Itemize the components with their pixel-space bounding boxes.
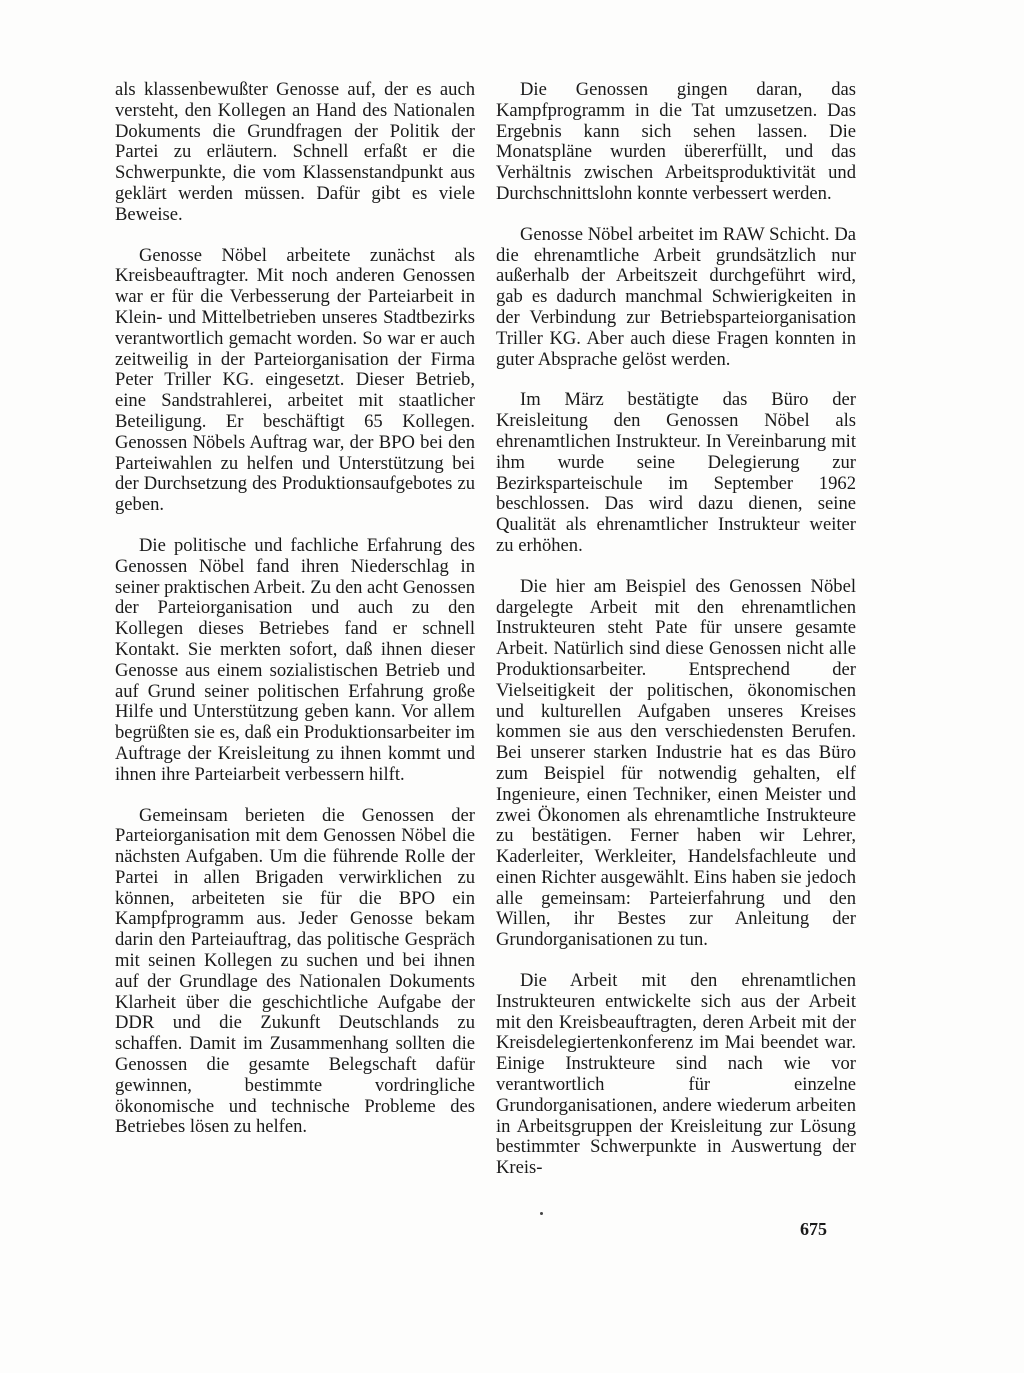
paragraph: Die politische und fachliche Erfahrung des Genossen Nöbel fand ihren Niederschlag in seiner praktischen Arbeit. Zu den acht Genossen der Parteiorganisation und auch zu den Kollegen dieses Betriebes fand er schnell Kontakt. Sie merkten sofort, daß ihnen dieser Genosse aus einem sozialistischen Betrieb und auf Grund seiner politischen Erfahrung große Hilfe und Unterstützung geben kann. Vor allem begrüßten sie es, daß ein Produktionsarbeiter im Auftrage der Kreisleitung zu ihnen kommt und ihnen ihre Parteiarbeit verbessern hilft. bbox=[115, 534, 475, 785]
paragraph: Die Arbeit mit den ehrenamtlichen Instrukteuren entwickelte sich aus der Arbeit mit den Kreisbeauftragten, deren Arbeit mit der Kreisdelegiertenkonferenz im Mai beendet war. Einige Instrukteure sind nach wie vor verantwortlich für einzelne Grundorganisationen, andere wiederum arbeiten in Arbeitsgruppen der Kreisleitung zur Lösung bestimmter Schwerpunkte in Auswertung der Kreis- bbox=[496, 970, 856, 1179]
paragraph: Genosse Nöbel arbeitet im RAW Schicht. Da die ehrenamtliche Arbeit grundsätzlich nur außerhalb der Arbeitszeit durchgeführt wird, gab es dadurch manchmal Schwierigkeiten in der Verbindung zur Betriebsparteiorganisation Triller KG. Aber auch diese Fragen konnten in guter Absprache gelöst werden. bbox=[496, 223, 856, 370]
right-column bbox=[496, 80, 856, 1199]
paragraph: Genosse Nöbel arbeitete zunächst als Kreisbeauftragter. Mit noch anderen Genossen war er für die Verbesserung der Parteiarbeit in Klein- und Mittelbetrieben unseres Stadtbezirks verantwortlich gemacht worden. So war er auch zeitweilig in der Parteiorganisation der Firma Peter Triller KG. eingesetzt. Dieser Betrieb, eine Sandstrahlerei, arbeitet mit staatlicher Beteiligung. Er beschäftigt 65 Kollegen. Genossen Nöbels Auftrag war, der BPO bei den Parteiwahlen zu helfen und Unterstützung bei der Durchsetzung des Produktionsaufgebotes zu geben. bbox=[115, 244, 475, 516]
paragraph: Die Genossen gingen daran, das Kampfprogramm in die Tat umzusetzen. Das Ergebnis kann sich sehen lassen. Die Monatspläne wurden übererfüllt, und das Verhältnis zwischen Arbeitsproduktivität und Durchschnittslohn konnte verbessert werden. bbox=[496, 79, 856, 204]
print-speck bbox=[540, 1212, 543, 1215]
paragraph: Gemeinsam berieten die Genossen der Parteiorganisation mit dem Genossen Nöbel die nächsten Aufgaben. Um die führende Rolle der Partei in allen Brigaden verwirklichen zu können, arbeiteten sie für die BPO ein Kampfprogramm aus. Jeder Genosse bekam darin den Parteiauftrag, das politische Gespräch mit seinen Kollegen zu suchen und bei ihnen auf der Grundlage des Nationalen Dokuments Klarheit über die geschichtliche Aufgabe der DDR und die Zukunft Deutschlands zu schaffen. Damit im Zusammenhang sollten die Genossen die gesamte Belegschaft dafür gewinnen, bestimmte vordringliche ökonomische und technische Probleme des Betriebes lösen zu helfen. bbox=[115, 804, 475, 1138]
paragraph: Die hier am Beispiel des Genossen Nöbel dargelegte Arbeit mit den ehrenamtlichen Instrukteuren steht Pate für unsere gesamte Arbeit. Natürlich sind diese Genossen nicht alle Produktionsarbeiter. Entsprechend der Vielseitigkeit der politischen, ökonomischen und kulturellen Aufgaben unseres Kreises kommen sie aus den verschiedensten Berufen. Bei unserer starken Industrie hat es das Büro zum Beispiel für notwendig gehalten, elf Ingenieure, einen Techniker, einen Meister und zwei Ökonomen als ehrenamtliche Instrukteure zu bestätigen. Ferner haben wir Lehrer, Kaderleiter, Werkleiter, Handelsfachleute und einen Richter ausgewählt. Eins haben sie jedoch alle gemeinsam: Parteierfahrung und den Willen, ihr Bestes zur Anleitung der Grundorganisationen zu tun. bbox=[496, 575, 856, 951]
paragraph: Im März bestätigte das Büro der Kreisleitung den Genossen Nöbel als ehrenamtlichen Instrukteur. In Vereinbarung mit ihm wurde seine Delegierung zur Bezirksparteischule im September 1962 beschlossen. Das wird dazu dienen, seine Qualität als ehrenamtlicher Instrukteur weiter zu erhöhen. bbox=[496, 389, 856, 556]
left-column bbox=[115, 80, 475, 1158]
paragraph: als klassenbewußter Genosse auf, der es auch versteht, den Kollegen an Hand des Nationalen Dokuments die Grundfragen der Politik der Partei zu erläutern. Schnell erfaßt er die Schwerpunkte, die vom Klassenstandpunkt aus geklärt werden müssen. Dafür gibt es viele Beweise. bbox=[115, 79, 475, 225]
page-number: 675 bbox=[800, 1219, 827, 1239]
